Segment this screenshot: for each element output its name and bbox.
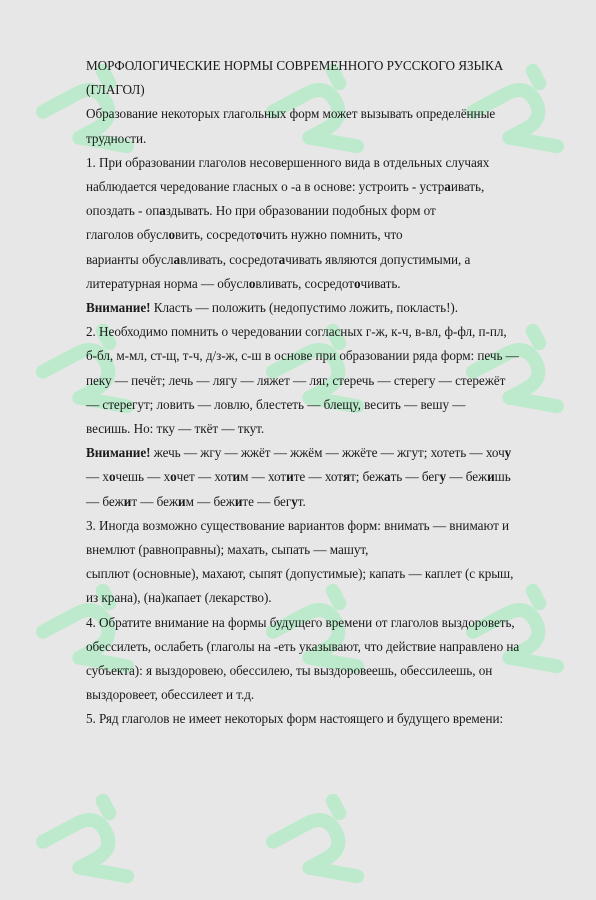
bold-segment: и <box>286 469 294 485</box>
text-segment: т. <box>297 493 306 509</box>
text-line <box>86 248 556 272</box>
bold-segment: и <box>487 469 495 485</box>
text-line <box>86 296 556 320</box>
document-title-line <box>86 78 556 102</box>
text-segment: чить нужно помнить, что <box>262 227 403 243</box>
text-line <box>86 102 556 126</box>
text-line <box>86 223 556 247</box>
bold-segment: у <box>291 493 298 509</box>
text-line <box>86 369 556 393</box>
bold-segment: и <box>232 469 241 485</box>
text-segment: опоздать - оп <box>86 203 160 219</box>
text-segment: сыплют (основные), махают, сыпят (допустимые); капать — каплет (с крыш, <box>86 566 514 582</box>
text-segment: здывать. Но при образовании подобных форм от <box>165 203 436 219</box>
text-segment: чивать являются допустимыми, а <box>285 251 471 267</box>
text-segment: весишь. Но: тку — ткёт — ткут. <box>86 421 265 437</box>
text-line <box>86 659 556 683</box>
text-segment: трудности. <box>86 130 147 146</box>
text-segment: выздоровеет, обессилеет и т.д. <box>86 687 255 703</box>
text-segment: те — хот <box>293 469 343 485</box>
text-segment: наблюдается чередование гласных о -а в основе: устроить - устр <box>86 179 445 195</box>
text-line <box>86 441 556 465</box>
text-line <box>86 272 556 296</box>
bold-segment: и <box>234 493 243 509</box>
text-segment: ть — бег <box>390 469 440 485</box>
bold-segment: о <box>354 275 361 291</box>
bold-segment: а <box>278 251 286 267</box>
text-segment: обессилеть, ослабеть (глаголы на -еть указывают, что действие направлено на <box>86 638 520 654</box>
text-segment: м — хот <box>240 469 287 485</box>
text-segment: те — бег <box>242 493 292 509</box>
bold-segment: о <box>108 469 116 485</box>
bold-segment: у <box>504 445 512 461</box>
text-segment: 5. Ряд глаголов не имеет некоторых форм настоящего и будущего времени: <box>86 711 504 727</box>
text-segment: (ГЛАГОЛ) <box>86 82 145 98</box>
text-segment: чешь — х <box>115 469 171 485</box>
text-line <box>86 635 556 659</box>
text-segment: чет — хот <box>176 469 233 485</box>
text-segment: из крана), (на)капает (лекарство). <box>86 590 272 606</box>
text-line <box>86 707 556 731</box>
text-segment: пеку — печёт; лечь — лягу — ляжет — ляг, стеречь — стерегу — стережёт <box>86 372 506 388</box>
text-segment: Образование некоторых глагольных форм может вызывать определённые <box>86 106 496 122</box>
text-line <box>86 320 556 344</box>
text-line <box>86 465 556 489</box>
text-segment: варианты обусл <box>86 251 174 267</box>
bold-segment: о <box>168 227 176 243</box>
text-segment: чивать. <box>360 275 401 291</box>
watermark-logo-icon <box>260 790 380 900</box>
text-line <box>86 199 556 223</box>
text-segment: Класть — положить (недопустимо ложить, покласть!). <box>150 300 459 316</box>
text-segment: литературная норма — обусл <box>86 275 249 291</box>
bold-segment: о <box>255 227 263 243</box>
text-line <box>86 683 556 707</box>
document-body <box>86 54 556 732</box>
text-segment: ивать, <box>450 179 485 195</box>
text-segment: — беж <box>86 493 124 509</box>
text-segment: 4. Обратите внимание на формы будущего времени от глаголов выздороветь, <box>86 614 515 630</box>
text-segment: субъекта): я выздоровею, обессилею, ты выздоровеешь, обессилеешь, он <box>86 663 493 679</box>
text-line <box>86 611 556 635</box>
text-line <box>86 151 556 175</box>
text-segment: м — беж <box>185 493 235 509</box>
text-segment: — стерегут; ловить — ловлю, блестеть — блещу, весить — вешу — <box>86 396 466 412</box>
text-segment: 1. При образовании глаголов несовершенного вида в отдельных случаях <box>86 154 490 170</box>
text-line <box>86 586 556 610</box>
text-segment: вливать, сосредот <box>180 251 279 267</box>
text-segment: вить, сосредот <box>175 227 256 243</box>
text-segment: — х <box>86 469 109 485</box>
text-segment: 3. Иногда возможно существование вариантов форм: внимать — внимают и <box>86 517 510 533</box>
text-segment: шь <box>494 469 511 485</box>
text-segment: 2. Необходимо помнить о чередовании согласных г-ж, к-ч, в-вл, ф-фл, п-пл, <box>86 324 507 340</box>
bold-segment: а <box>173 251 181 267</box>
text-line <box>86 514 556 538</box>
bold-segment: а <box>384 469 391 485</box>
text-segment: жечь — жгу — жжёт — жжём — жжёте — жгут; хотеть — хоч <box>150 445 505 461</box>
document-title-line <box>86 54 556 78</box>
text-segment: т; беж <box>350 469 385 485</box>
bold-segment: о <box>248 275 256 291</box>
text-segment: — беж <box>446 469 488 485</box>
bold-segment: о <box>170 469 177 485</box>
text-segment: т — беж <box>131 493 179 509</box>
text-segment: б-бл, м-мл, ст-щ, т-ч, д/з-ж, с-ш в основе при образовании ряда форм: печь — <box>86 348 519 364</box>
text-line <box>86 562 556 586</box>
bold-segment: а <box>444 179 451 195</box>
text-line <box>86 344 556 368</box>
watermark-logo-icon <box>30 790 150 900</box>
bold-segment: а <box>159 203 166 219</box>
bold-segment: у <box>439 469 447 485</box>
text-line <box>86 417 556 441</box>
bold-segment: и <box>123 493 132 509</box>
text-segment: МОРФОЛОГИЧЕСКИЕ НОРМЫ СОВРЕМЕННОГО РУССКОГО ЯЗЫКА <box>86 58 504 73</box>
bold-segment: и <box>178 493 186 509</box>
text-segment: внемлют (равноправны); махать, сыпать — машут, <box>86 542 369 558</box>
text-segment: глаголов обусл <box>86 227 169 243</box>
bold-segment: Внимание! <box>86 445 151 461</box>
text-line <box>86 393 556 417</box>
text-segment: вливать, сосредот <box>255 275 354 291</box>
text-line <box>86 175 556 199</box>
text-line <box>86 538 556 562</box>
bold-segment: Внимание! <box>86 300 151 316</box>
text-line <box>86 127 556 151</box>
text-line <box>86 490 556 514</box>
bold-segment: я <box>343 469 351 485</box>
